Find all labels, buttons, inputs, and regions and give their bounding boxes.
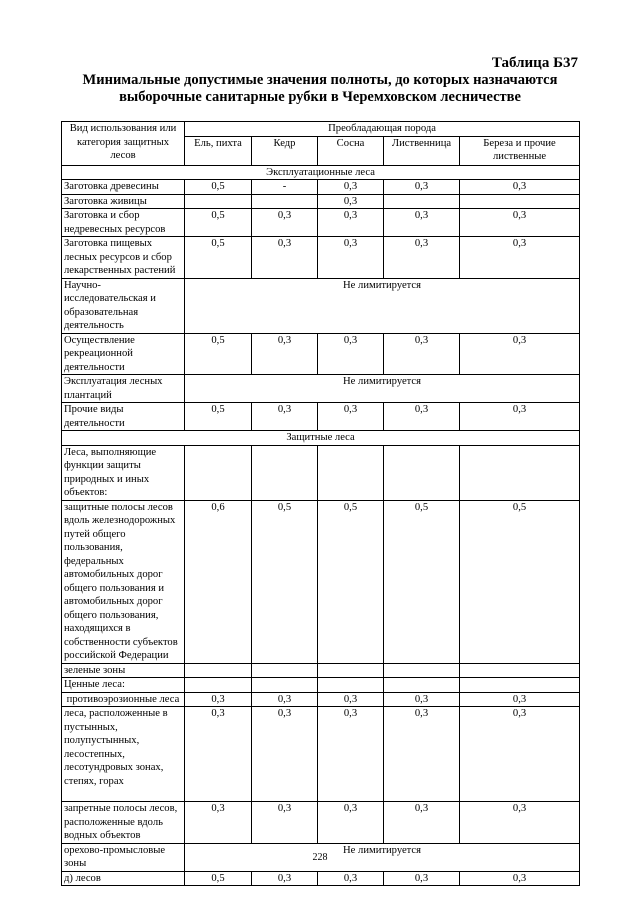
value-cell: 0,5 <box>318 500 384 663</box>
table-row <box>62 333 580 375</box>
table-row <box>62 500 580 663</box>
row-label: зеленые зоны <box>62 663 185 678</box>
value-cell <box>384 663 460 678</box>
table-row <box>62 403 580 431</box>
value-cell: 0,3 <box>318 333 384 375</box>
value-cell: 0,5 <box>185 209 252 237</box>
value-cell <box>318 663 384 678</box>
table-row <box>62 194 580 209</box>
table-row <box>62 180 580 195</box>
value-cell <box>252 678 318 693</box>
value-cell: 0,5 <box>185 237 252 279</box>
value-cell: 0,3 <box>460 237 580 279</box>
value-cell: 0,3 <box>252 403 318 431</box>
value-cell: 0,6 <box>185 500 252 663</box>
value-cell <box>384 445 460 500</box>
table-row <box>62 802 580 844</box>
value-cell: 0,3 <box>384 707 460 802</box>
row-label: Ценные леса: <box>62 678 185 693</box>
column-header-species-group: Преобладающая порода <box>185 122 580 137</box>
value-cell <box>460 194 580 209</box>
value-cell: 0,3 <box>318 707 384 802</box>
value-cell <box>460 678 580 693</box>
value-cell: 0,5 <box>185 871 252 886</box>
value-cell <box>185 663 252 678</box>
value-cell: 0,3 <box>252 871 318 886</box>
not-limited-note: Не лимитируется <box>185 843 580 871</box>
row-label: Заготовка живицы <box>62 194 185 209</box>
value-cell: 0,3 <box>318 692 384 707</box>
value-cell: 0,3 <box>318 802 384 844</box>
table-title: Минимальные допустимые значения полноты, до которых назначаются выборочные санитарные рубки в Черемховском лесничестве <box>82 72 558 105</box>
table-row <box>62 663 580 678</box>
value-cell: 0,3 <box>318 871 384 886</box>
table-row <box>62 871 580 886</box>
table-label: Таблица Б37 <box>491 55 578 71</box>
table-row <box>62 445 580 500</box>
value-cell <box>384 194 460 209</box>
row-label: д) лесов <box>62 871 185 886</box>
value-cell: 0,3 <box>384 333 460 375</box>
value-cell: 0,3 <box>252 237 318 279</box>
value-cell: 0,3 <box>384 692 460 707</box>
value-cell: 0,3 <box>252 333 318 375</box>
row-label: Прочие виды деятельности <box>62 403 185 431</box>
row-label: защитные полосы лесов вдоль железнодорожных путей общего пользования, федеральных автомобильных дорог общего пользования и автомобильных дорог общего пользования, находящихся в собственности субъектов российской Федерации <box>62 500 185 663</box>
value-cell: 0,3 <box>384 180 460 195</box>
page-number: 228 <box>312 852 328 863</box>
table-row <box>62 278 580 333</box>
value-cell: - <box>252 180 318 195</box>
value-cell <box>384 678 460 693</box>
value-cell: 0,5 <box>185 180 252 195</box>
row-label: Осуществление рекреационной деятельности <box>62 333 185 375</box>
value-cell <box>252 663 318 678</box>
value-cell: 0,3 <box>384 871 460 886</box>
value-cell <box>185 678 252 693</box>
value-cell: 0,3 <box>185 707 252 802</box>
value-cell <box>460 663 580 678</box>
row-label: Заготовка пищевых лесных ресурсов и сбор лекарственных растений <box>62 237 185 279</box>
column-header-larch: Лиственница <box>384 136 460 165</box>
value-cell: 0,5 <box>185 333 252 375</box>
table-row <box>62 237 580 279</box>
value-cell: 0,5 <box>252 500 318 663</box>
table-row <box>62 375 580 403</box>
value-cell: 0,3 <box>460 692 580 707</box>
row-label: Эксплуатация лесных плантаций <box>62 375 185 403</box>
value-cell: 0,3 <box>460 333 580 375</box>
column-header-birch-deciduous: Береза и прочие лиственные <box>460 136 580 165</box>
value-cell: 0,3 <box>460 403 580 431</box>
row-label: противоэрозионные леса <box>62 692 185 707</box>
row-label: орехово-промысловые зоны <box>62 843 185 871</box>
value-cell <box>460 445 580 500</box>
value-cell <box>252 445 318 500</box>
value-cell: 0,3 <box>185 802 252 844</box>
value-cell: 0,3 <box>460 180 580 195</box>
not-limited-note: Не лимитируется <box>185 375 580 403</box>
value-cell: 0,3 <box>318 194 384 209</box>
not-limited-note: Не лимитируется <box>185 278 580 333</box>
value-cell: 0,3 <box>252 802 318 844</box>
row-label: Заготовка древесины <box>62 180 185 195</box>
value-cell: 0,3 <box>384 802 460 844</box>
table-row <box>62 692 580 707</box>
value-cell: 0,3 <box>384 403 460 431</box>
value-cell: 0,3 <box>318 209 384 237</box>
value-cell: 0,3 <box>460 802 580 844</box>
row-label: Заготовка и сбор недревесных ресурсов <box>62 209 185 237</box>
value-cell: 0,3 <box>318 180 384 195</box>
column-header-pine: Сосна <box>318 136 384 165</box>
value-cell: 0,3 <box>318 403 384 431</box>
value-cell: 0,3 <box>252 707 318 802</box>
value-cell: 0,3 <box>460 871 580 886</box>
row-label: леса, расположенные в пустынных, полупустынных, лесостепных, лесотундровых зонах, степях, горах <box>62 707 185 802</box>
value-cell: 0,3 <box>318 237 384 279</box>
value-cell <box>318 445 384 500</box>
column-header-spruce-fir: Ель, пихта <box>185 136 252 165</box>
table-row <box>62 707 580 802</box>
section-heading: Эксплуатационные леса <box>62 165 580 180</box>
polnota-table <box>61 121 580 886</box>
column-header-cedar: Кедр <box>252 136 318 165</box>
value-cell <box>252 194 318 209</box>
value-cell: 0,3 <box>384 237 460 279</box>
section-heading: Защитные леса <box>62 431 580 446</box>
value-cell <box>318 678 384 693</box>
table-row <box>62 678 580 693</box>
value-cell <box>185 445 252 500</box>
row-label: Леса, выполняющие функции защиты природных и иных объектов: <box>62 445 185 500</box>
value-cell: 0,5 <box>185 403 252 431</box>
column-header-usage-type: Вид использования или категория защитных лесов <box>62 122 185 166</box>
value-cell: 0,3 <box>384 209 460 237</box>
value-cell <box>185 194 252 209</box>
value-cell: 0,3 <box>460 707 580 802</box>
value-cell: 0,5 <box>460 500 580 663</box>
value-cell: 0,3 <box>185 692 252 707</box>
value-cell: 0,3 <box>460 209 580 237</box>
table-row <box>62 209 580 237</box>
value-cell: 0,5 <box>384 500 460 663</box>
row-label: запретные полосы лесов, расположенные вдоль водных объектов <box>62 802 185 844</box>
value-cell: 0,3 <box>252 209 318 237</box>
value-cell: 0,3 <box>252 692 318 707</box>
row-label: Научно-исследовательская и образовательная деятельность <box>62 278 185 333</box>
